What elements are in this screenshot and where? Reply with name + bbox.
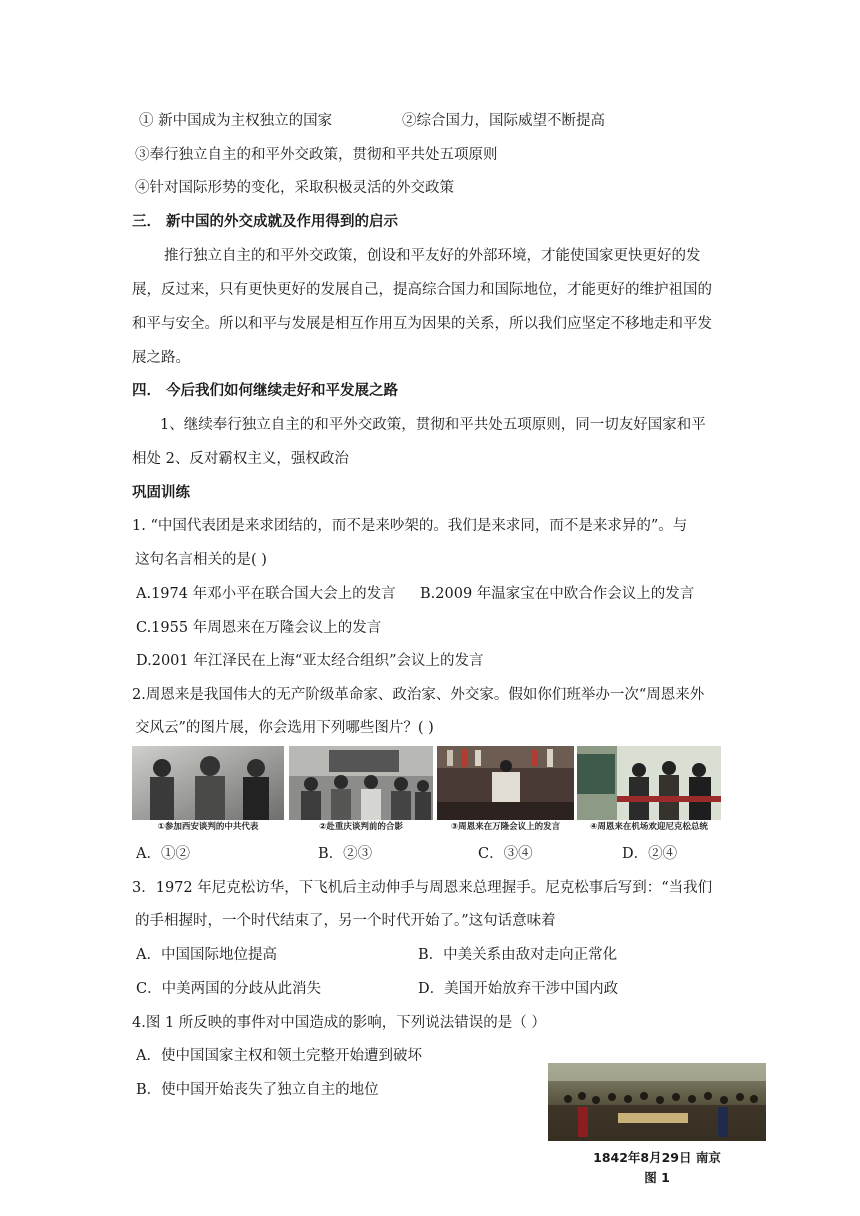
q3-option-c: C．中美两国的分歧从此消失 [136, 981, 322, 997]
q3-option-b: B．中美关系由敌对走向正常化 [418, 947, 618, 963]
q2-option-c: C．③④ [478, 846, 533, 862]
question-1-stem: 1. “中国代表团是来求团结的，而不是来吵架的。我们是来求同，而不是来求异的”。与 [132, 518, 688, 534]
paragraph-line: 展，反过来，只有更快更好的发展自己，提高综合国力和国际地位，才能更好的维护祖国的 [132, 282, 712, 298]
question-3-stem: 3．1972 年尼克松访华，下飞机后主动伸手与周恩来总理握手。尼克松事后写到：“当我们 [132, 880, 713, 896]
heading-section-4: 四． 今后我们如何继续走好和平发展之路 [132, 383, 399, 399]
photo-2 [289, 746, 433, 834]
paragraph-line: 相处 2、反对霸权主义，强权政治 [132, 451, 349, 467]
photo-3 [437, 746, 574, 834]
q1-option-c: C.1955 年周恩来在万隆会议上的发言 [136, 620, 382, 636]
q2-option-b: B．②③ [318, 846, 373, 862]
photo-1-caption: ①参加西安谈判的中共代表 [132, 820, 284, 834]
photo-4-caption: ④周恩来在机场欢迎尼克松总统 [577, 820, 721, 834]
figure-1-painting [548, 1063, 766, 1141]
q4-option-a: A．使中国国家主权和领土完整开始遭到破坏 [136, 1048, 422, 1064]
q1-option-b: B.2009 年温家宝在中欧合作会议上的发言 [420, 586, 695, 602]
question-4-stem: 4.图 1 所反映的事件对中国造成的影响，下列说法错误的是（ ） [132, 1015, 546, 1031]
question-3-stem: 的手相握时，一个时代结束了，另一个时代开始了。”这句话意味着 [135, 913, 556, 929]
point-1: ① 新中国成为主权独立的国家 [139, 113, 333, 129]
q1-option-d: D.2001 年江泽民在上海“亚太经合组织”会议上的发言 [136, 653, 484, 669]
q3-option-a: A．中国国际地位提高 [136, 947, 277, 963]
question-2-stem: 交风云”的图片展，你会选用下列哪些图片？( ) [135, 720, 434, 736]
photo-1 [132, 746, 284, 834]
paragraph-line: 1、继续奉行独立自主的和平外交政策，贯彻和平共处五项原则，同一切友好国家和平 [160, 417, 706, 433]
q3-option-d: D．美国开始放弃干涉中国内政 [418, 981, 619, 997]
figure-1-date-place: 1842年8月29日 南京 [593, 1150, 721, 1165]
q2-option-a: A．①② [136, 846, 190, 862]
photo-3-caption: ③周恩来在万隆会议上的发言 [437, 820, 574, 834]
photo-1-image [132, 746, 284, 820]
heading-section-3: 三． 新中国的外交成就及作用得到的启示 [132, 214, 399, 230]
photo-2-caption: ②赴重庆谈判前的合影 [289, 820, 433, 834]
question-2-stem: 2.周恩来是我国伟大的无产阶级革命家、政治家、外交家。假如你们班举办一次“周恩来外 [132, 687, 705, 703]
heading-practice: 巩固训练 [132, 485, 190, 501]
paragraph-line: 和平与安全。所以和平与发展是相互作用互为因果的关系，所以我们应坚定不移地走和平发 [132, 316, 712, 332]
paragraph-line: 推行独立自主的和平外交政策，创设和平友好的外部环境，才能使国家更快更好的发 [164, 248, 701, 264]
point-4: ④针对国际形势的变化，采取积极灵活的外交政策 [135, 180, 454, 196]
photo-2-image [289, 746, 433, 820]
q1-option-a: A.1974 年邓小平在联合国大会上的发言 [136, 586, 396, 602]
photo-4 [577, 746, 721, 834]
q4-option-b: B．使中国开始丧失了独立自主的地位 [136, 1082, 379, 1098]
photo-4-image [577, 746, 721, 820]
paragraph-line: 展之路。 [132, 350, 190, 366]
q2-option-d: D．②④ [622, 846, 678, 862]
question-1-stem: 这句名言相关的是( ) [135, 552, 267, 568]
figure-1-label: 图 1 [644, 1170, 670, 1185]
point-3: ③奉行独立自主的和平外交政策，贯彻和平共处五项原则 [135, 147, 498, 163]
point-2: ②综合国力，国际威望不断提高 [402, 113, 605, 129]
photo-3-image [437, 746, 574, 820]
